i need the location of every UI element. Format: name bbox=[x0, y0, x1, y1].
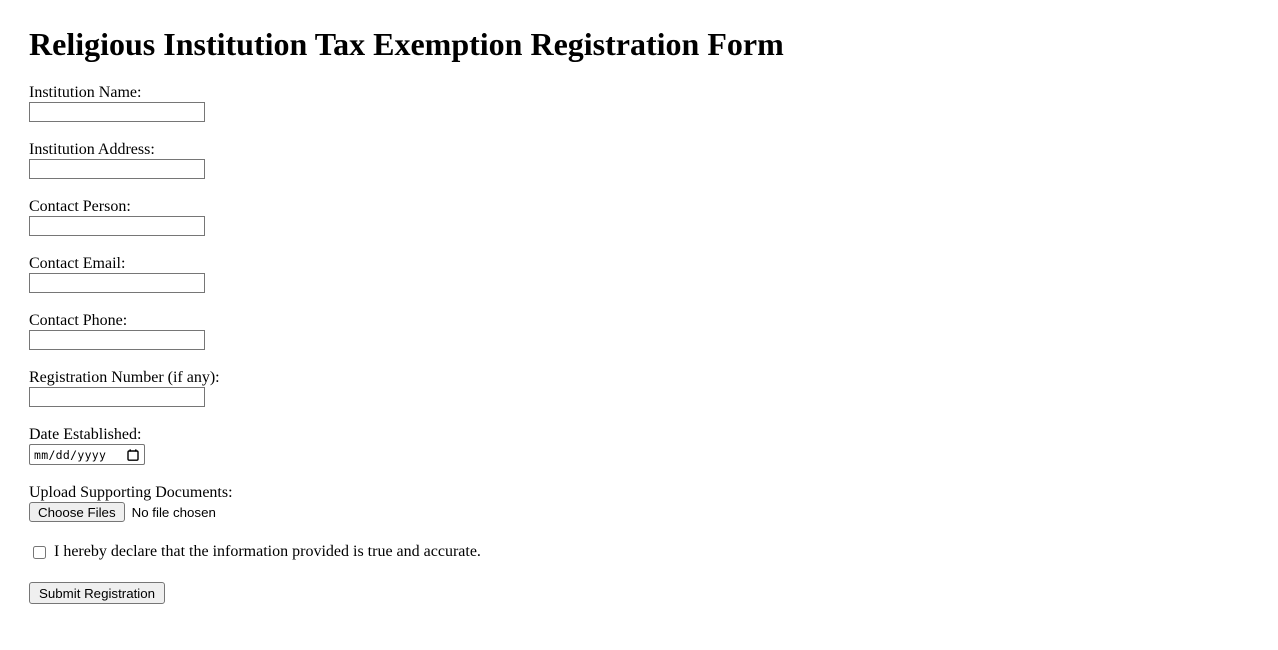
contact-email-label: Contact Email: bbox=[29, 255, 126, 272]
declaration-checkbox[interactable] bbox=[33, 546, 46, 559]
date-established-input[interactable] bbox=[29, 444, 145, 465]
submit-registration-button[interactable]: Submit Registration bbox=[29, 582, 165, 604]
form-field-registration-number bbox=[29, 369, 1278, 407]
form-field-institution-address bbox=[29, 141, 1278, 179]
institution-address-label: Institution Address: bbox=[29, 141, 155, 158]
contact-phone-input[interactable] bbox=[29, 330, 205, 350]
date-established-label: Date Established: bbox=[29, 426, 142, 443]
contact-person-input[interactable] bbox=[29, 216, 205, 236]
registration-number-label: Registration Number (if any): bbox=[29, 369, 220, 386]
institution-name-label: Institution Name: bbox=[29, 84, 142, 101]
file-upload-input bbox=[29, 502, 1278, 522]
contact-phone-label: Contact Phone: bbox=[29, 312, 128, 329]
declaration-text: I hereby declare that the information provided is true and accurate. bbox=[54, 543, 481, 560]
form-field-contact-phone bbox=[29, 312, 1278, 350]
date-placeholder-text: mm/dd/yyyy bbox=[34, 447, 107, 462]
calendar-icon[interactable] bbox=[127, 449, 139, 461]
form-field-institution-name bbox=[29, 84, 1278, 122]
contact-email-input[interactable] bbox=[29, 273, 205, 293]
form-field-upload-documents bbox=[29, 484, 1278, 522]
form-field-contact-person bbox=[29, 198, 1278, 236]
declaration-row bbox=[29, 543, 1278, 561]
form-field-date-established bbox=[29, 426, 1278, 465]
tax-exemption-form bbox=[29, 84, 1278, 604]
form-field-contact-email bbox=[29, 255, 1278, 293]
choose-files-button[interactable]: Choose Files bbox=[29, 502, 125, 522]
registration-number-input[interactable] bbox=[29, 387, 205, 407]
institution-address-input[interactable] bbox=[29, 159, 205, 179]
contact-person-label: Contact Person: bbox=[29, 198, 131, 215]
institution-name-input[interactable] bbox=[29, 102, 205, 122]
file-chosen-status: No file chosen bbox=[131, 504, 216, 520]
page-title: Religious Institution Tax Exemption Registration Form bbox=[29, 26, 784, 62]
upload-documents-label: Upload Supporting Documents: bbox=[29, 484, 233, 501]
